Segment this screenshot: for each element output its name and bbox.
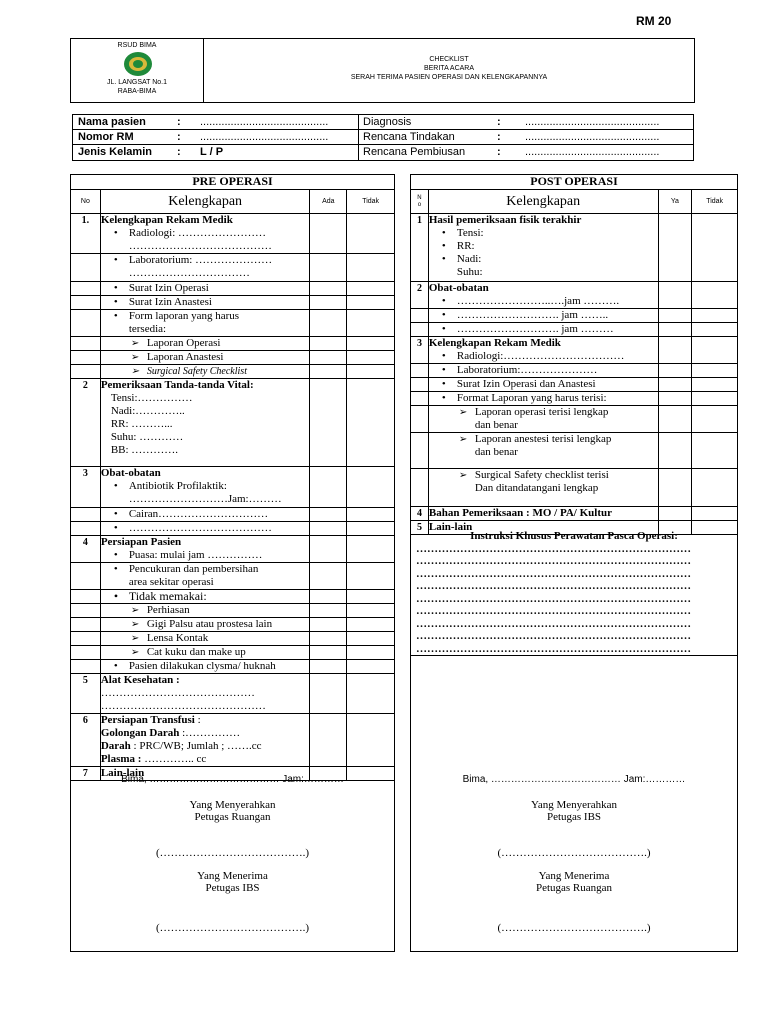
checkbox-tidak[interactable] [347, 536, 395, 563]
row-no: 2 [411, 282, 429, 309]
fill-line[interactable]: ……………………………………… [100, 700, 266, 712]
jenis-kelamin-value[interactable]: L / P [200, 146, 224, 158]
alat-kesehatan [100, 674, 310, 714]
checkbox-ada[interactable] [310, 674, 347, 714]
checkbox-ada[interactable] [310, 563, 347, 590]
checkbox-ada[interactable] [310, 365, 347, 379]
persiapan-transfusi: Persiapan Transfusi : Golongan Darah :…………… Darah : PRC/WB; Jumlah ; …….cc Plasma : ………….. cc [100, 714, 310, 767]
checkbox-ada[interactable] [310, 632, 347, 646]
item-laporan-operasi: ➢ Laporan Operasi [101, 337, 310, 350]
item-laporan-anastesi: ➢ Laporan Anastesi [101, 351, 310, 364]
post-operasi-table [410, 174, 738, 535]
vital-rr: RR: ………... [110, 418, 173, 430]
item-text: area sekitar operasi [128, 576, 214, 588]
item-text: Laporan operasi terisi lengkap [474, 406, 609, 418]
divider [410, 655, 738, 656]
colon: : [177, 146, 181, 158]
giver-role: Petugas Ruangan [194, 811, 271, 823]
row-no: 4 [411, 507, 429, 521]
fill-line[interactable]: …………………………………… [100, 687, 255, 699]
col-no: No [71, 190, 101, 214]
item-radiologi: • Radiologi:…………………………… [429, 350, 658, 363]
checkbox-ya[interactable] [658, 364, 692, 378]
row-no: 2 [71, 379, 101, 467]
row-no: 5 [71, 674, 101, 714]
golongan-value[interactable]: :…………… [182, 727, 241, 739]
item-puasa: • Puasa: mulai jam …………… [101, 549, 310, 562]
checkbox-tidak[interactable] [347, 632, 395, 646]
item-gigi-palsu: ➢ Gigi Palsu atau prostesa lain [101, 618, 310, 631]
checkbox-tidak[interactable] [347, 337, 395, 351]
item-suhu: Suhu: [456, 266, 483, 278]
darah-value[interactable]: : PRC/WB; Jumlah ; …….cc [133, 740, 262, 752]
item-text: Laboratorium: ………………… [128, 254, 273, 266]
checkbox-tidak[interactable] [347, 254, 395, 282]
lain-lain: Lain-lain [100, 767, 310, 781]
checkbox-ada[interactable] [310, 337, 347, 351]
section-title: Persiapan Transfusi [100, 714, 195, 726]
item-text: Dan ditandatangani lengkap [474, 482, 599, 494]
darah-label: Darah [100, 740, 131, 752]
section-title: Alat Kesehatan : [100, 674, 180, 686]
col-no-2: o [417, 201, 422, 208]
checkbox-tidak[interactable] [692, 282, 738, 309]
post-signature [410, 774, 738, 934]
checkbox-ada[interactable] [310, 254, 347, 282]
nama-label: Nama pasien [78, 116, 146, 128]
checkbox-ada[interactable] [310, 604, 347, 618]
checkbox-tidak[interactable] [347, 660, 395, 674]
giver-signature[interactable]: (………………………………….) [155, 847, 310, 859]
item-format-laporan: • Format Laporan yang harus terisi: [429, 392, 658, 405]
row-no: 1. [71, 214, 101, 254]
checkbox-ya[interactable] [658, 282, 692, 309]
receiver-role: Petugas IBS [205, 882, 260, 894]
place-date-line[interactable]: Bima, ………………………………… Jam:………… [462, 774, 686, 785]
checkbox-ada[interactable] [310, 660, 347, 674]
checkbox-tidak[interactable] [347, 282, 395, 296]
checkbox-tidak[interactable] [347, 508, 395, 522]
item-text: ………………………Jam:……… [128, 493, 282, 505]
persiapan-pasien [100, 536, 310, 563]
item-izin-anastesi: • Surat Izin Anastesi [101, 296, 310, 309]
colon: : [497, 146, 501, 158]
obat-obatan [428, 282, 658, 309]
checkbox-tidak[interactable] [692, 433, 738, 469]
checkbox-ada[interactable] [310, 536, 347, 563]
checkbox-tidak[interactable] [692, 214, 738, 282]
item-text: dan benar [474, 419, 518, 431]
rekam-medik-radiologi [100, 214, 310, 254]
item-izin-operasi: • Surat Izin Operasi [101, 282, 310, 295]
pre-signature [70, 774, 395, 934]
col-kelengkapan: Kelengkapan [428, 190, 658, 214]
hospital-logo-icon [123, 51, 153, 77]
diagnosis-label: Diagnosis [363, 116, 412, 128]
checkbox-tidak[interactable] [692, 469, 738, 507]
checkbox-ada[interactable] [310, 590, 347, 604]
receiver-label: Yang Menerima [538, 870, 610, 882]
checkbox-tidak[interactable] [347, 379, 395, 467]
form-title [204, 55, 694, 82]
vital-tensi: Tensi:…………… [110, 392, 193, 404]
row-no: 3 [411, 337, 429, 364]
instruksi-title: Instruksi Khusus Perawatan Pasca Operasi: [470, 530, 678, 542]
item-lensa-kontak: ➢ Lensa Kontak [101, 632, 310, 645]
checkbox-tidak[interactable] [692, 392, 738, 406]
checkbox-ada[interactable] [310, 351, 347, 365]
item-nadi: • Nadi: [429, 253, 658, 266]
lain-lain: Lain-lain [428, 521, 658, 535]
obat-obatan [100, 467, 310, 508]
checkbox-tidak[interactable] [347, 214, 395, 254]
checkbox-tidak[interactable] [692, 323, 738, 337]
colon: : [177, 131, 181, 143]
item-text: ………………………………… [128, 240, 272, 252]
checkbox-ada[interactable] [310, 214, 347, 254]
col-no-1: N [417, 194, 422, 201]
item-text: Radiologi: …………………… [128, 227, 267, 239]
jenis-kelamin-label: Jenis Kelamin [78, 146, 152, 158]
checkbox-ya[interactable] [658, 433, 692, 469]
receiver-role: Petugas Ruangan [535, 882, 613, 894]
checkbox-tidak[interactable] [347, 365, 395, 379]
pre-operasi-table [70, 174, 395, 781]
obat-line[interactable]: • ……………………..….jam ………. [429, 295, 658, 308]
post-operasi-title: POST OPERASI [411, 175, 738, 190]
checkbox-ada[interactable] [310, 522, 347, 536]
checkbox-ada[interactable] [310, 310, 347, 337]
checkbox-ya[interactable] [658, 323, 692, 337]
checkbox-ya[interactable] [658, 378, 692, 392]
checkbox-ada[interactable] [310, 508, 347, 522]
checkbox-ya[interactable] [658, 337, 692, 364]
item-cat-kuku: ➢ Cat kuku dan make up [101, 646, 310, 659]
giver-role: Petugas IBS [546, 811, 602, 823]
instruksi-line[interactable]: ………………………………………………………………… [416, 592, 691, 605]
item-text: Form laporan yang harus [128, 310, 240, 322]
section-title: Pemeriksaan Tanda-tanda Vital: [100, 379, 254, 391]
checkbox-tidak[interactable] [347, 563, 395, 590]
checkbox-tidak[interactable] [692, 507, 738, 521]
instruksi-line[interactable]: ………………………………………………………………… [416, 567, 691, 580]
address-line-2: RABA-BIMA [117, 88, 157, 95]
item-text: Antibiotik Profilaktik: [128, 480, 227, 492]
obat-line[interactable]: • ………………………. jam ……… [429, 323, 658, 336]
section-title: Obat-obatan [428, 282, 489, 294]
section-title: Persiapan Pasien [100, 536, 182, 548]
giver-label: Yang Menyerahkan [189, 799, 276, 811]
rencana-tindakan-field[interactable]: ............................................ [525, 131, 660, 143]
col-tidak: Tidak [347, 190, 395, 214]
checkbox-tidak[interactable] [347, 590, 395, 604]
section-title: Hasil pemeriksaan fisik terakhir [428, 214, 582, 226]
checkbox-ya[interactable] [658, 214, 692, 282]
instruksi-line[interactable]: ………………………………………………………………… [416, 642, 691, 655]
pemeriksaan-fisik [428, 214, 658, 282]
checkbox-tidak[interactable] [347, 296, 395, 310]
rencana-pembiusan-label: Rencana Pembiusan [363, 146, 466, 158]
nomor-rm-label: Nomor RM [78, 131, 134, 143]
giver-label: Yang Menyerahkan [531, 799, 617, 811]
golongan-label: Golongan Darah [100, 727, 180, 739]
checkbox-tidak[interactable] [692, 378, 738, 392]
receiver-label: Yang Menerima [197, 870, 268, 882]
instruksi-line[interactable]: ………………………………………………………………… [416, 542, 691, 555]
checkbox-tidak[interactable] [347, 604, 395, 618]
item-tidak-memakai: • Tidak memakai: [101, 590, 310, 603]
col-no [411, 190, 429, 214]
instruksi-line[interactable]: ………………………………………………………………… [416, 630, 691, 642]
item-tensi: • Tensi: [429, 227, 658, 240]
checkbox-tidak[interactable] [347, 310, 395, 337]
rencana-pembiusan-field[interactable]: ............................................ [525, 146, 660, 158]
item-text: Surgical Safety checklist terisi [474, 469, 609, 481]
checkbox-tidak[interactable] [347, 674, 395, 714]
item-izin: • Surat Izin Operasi dan Anastesi [429, 378, 658, 391]
rencana-tindakan-label: Rencana Tindakan [363, 131, 455, 143]
pre-operasi-title: PRE OPERASI [71, 175, 395, 190]
checkbox-tidak[interactable] [692, 337, 738, 364]
row-no: 1 [411, 214, 429, 282]
instruksi-khusus [412, 530, 736, 655]
vital-bb: BB: …………. [110, 444, 179, 456]
col-ya: Ya [658, 190, 692, 214]
checkbox-ada[interactable] [310, 296, 347, 310]
item-lab: • Laboratorium:………………… [429, 364, 658, 377]
row-no: 6 [71, 714, 101, 767]
checkbox-tidak[interactable] [347, 522, 395, 536]
checkbox-ya[interactable] [658, 309, 692, 323]
item-text: Pencukuran dan pembersihan [128, 563, 259, 575]
item-text: Laporan anestesi terisi lengkap [474, 433, 612, 445]
nama-field[interactable]: .......................................... [200, 116, 329, 128]
colon: : [177, 116, 181, 128]
checkbox-tidak[interactable] [692, 406, 738, 433]
title-line-2: BERITA ACARA [423, 65, 475, 72]
item-ssc: ➢ Surgical Safety Checklist [101, 365, 310, 378]
section-title: Obat-obatan [100, 467, 161, 479]
instruksi-line[interactable]: ………………………………………………………………… [416, 605, 691, 617]
checkbox-ya[interactable] [658, 469, 692, 507]
item-text: tersedia: [128, 323, 167, 335]
checkbox-ya[interactable] [658, 406, 692, 433]
rekam-medik [428, 337, 658, 364]
plasma-label: Plasma : [100, 753, 142, 765]
address-line-1: JL. LANGSAT No.1 [106, 79, 168, 86]
checkbox-ada[interactable] [310, 714, 347, 767]
item-clysma: • Pasien dilakukan clysma/ huknah [101, 660, 310, 673]
checkbox-tidak[interactable] [347, 714, 395, 767]
checkbox-ada[interactable] [310, 618, 347, 632]
header-box [70, 38, 695, 103]
checkbox-ada[interactable] [310, 282, 347, 296]
col-ada: Ada [310, 190, 347, 214]
section-title: Kelengkapan Rekam Medik [100, 214, 233, 226]
receiver-signature[interactable]: (………………………………….) [497, 922, 651, 934]
plasma-value[interactable]: ………….. cc [144, 753, 207, 765]
checkbox-tidak[interactable] [347, 351, 395, 365]
instruksi-line[interactable]: ………………………………………………………………… [416, 555, 691, 567]
checkbox-tidak[interactable] [347, 618, 395, 632]
row-no: 7 [71, 767, 101, 781]
section-title: Kelengkapan Rekam Medik [428, 337, 561, 349]
item-cairan: • Cairan………………………… [101, 508, 310, 521]
place-date-line[interactable]: Bima, ………………………………… Jam:………… [121, 774, 344, 785]
checkbox-tidak[interactable] [692, 309, 738, 323]
colon: : [497, 131, 501, 143]
row-no: 5 [411, 521, 429, 535]
item-text: dan benar [474, 446, 518, 458]
checkbox-tidak[interactable] [347, 646, 395, 660]
checkbox-tidak[interactable] [347, 467, 395, 508]
checkbox-ada[interactable] [310, 646, 347, 660]
col-tidak: Tidak [692, 190, 738, 214]
form-code: RM 20 [636, 14, 672, 28]
checkbox-ada[interactable] [310, 379, 347, 467]
nomor-rm-field[interactable]: .......................................... [200, 131, 329, 143]
item-perhiasan: ➢ Perhiasan [101, 604, 310, 617]
col-kelengkapan: Kelengkapan [100, 190, 310, 214]
tanda-vital [100, 379, 310, 467]
diagnosis-field[interactable]: ............................................ [525, 116, 660, 128]
item-obat-lain: • ………………………………… [101, 522, 310, 535]
row-no: 4 [71, 536, 101, 563]
vital-suhu: Suhu: ………… [110, 431, 184, 443]
checkbox-ya[interactable] [658, 507, 692, 521]
row-no: 3 [71, 467, 101, 508]
rekam-medik-lab [100, 254, 310, 282]
instruksi-line[interactable]: ………………………………………………………………… [416, 617, 691, 630]
title-line-3: SERAH TERIMA PASIEN OPERASI DAN KELENGKAPANNYA [350, 74, 548, 81]
checkbox-ya[interactable] [658, 392, 692, 406]
obat-line[interactable]: • ………………………. jam …….. [429, 309, 658, 322]
patient-info [72, 114, 694, 161]
colon: : [497, 116, 501, 128]
checkbox-ada[interactable] [310, 467, 347, 508]
item-rr: • RR: [429, 240, 658, 253]
checkbox-tidak[interactable] [692, 364, 738, 378]
title-line-1: CHECKLIST [429, 56, 469, 63]
vital-nadi: Nadi:………….. [110, 405, 185, 417]
hospital-name: RSUD BIMA [117, 42, 157, 49]
receiver-signature[interactable]: (………………………………….) [155, 922, 310, 934]
item-text: …………………………… [128, 267, 250, 279]
instruksi-line[interactable]: ………………………………………………………………… [416, 580, 691, 592]
giver-signature[interactable]: (………………………………….) [497, 847, 651, 859]
bahan-pemeriksaan: Bahan Pemeriksaan : MO / PA/ Kultur [428, 507, 658, 521]
